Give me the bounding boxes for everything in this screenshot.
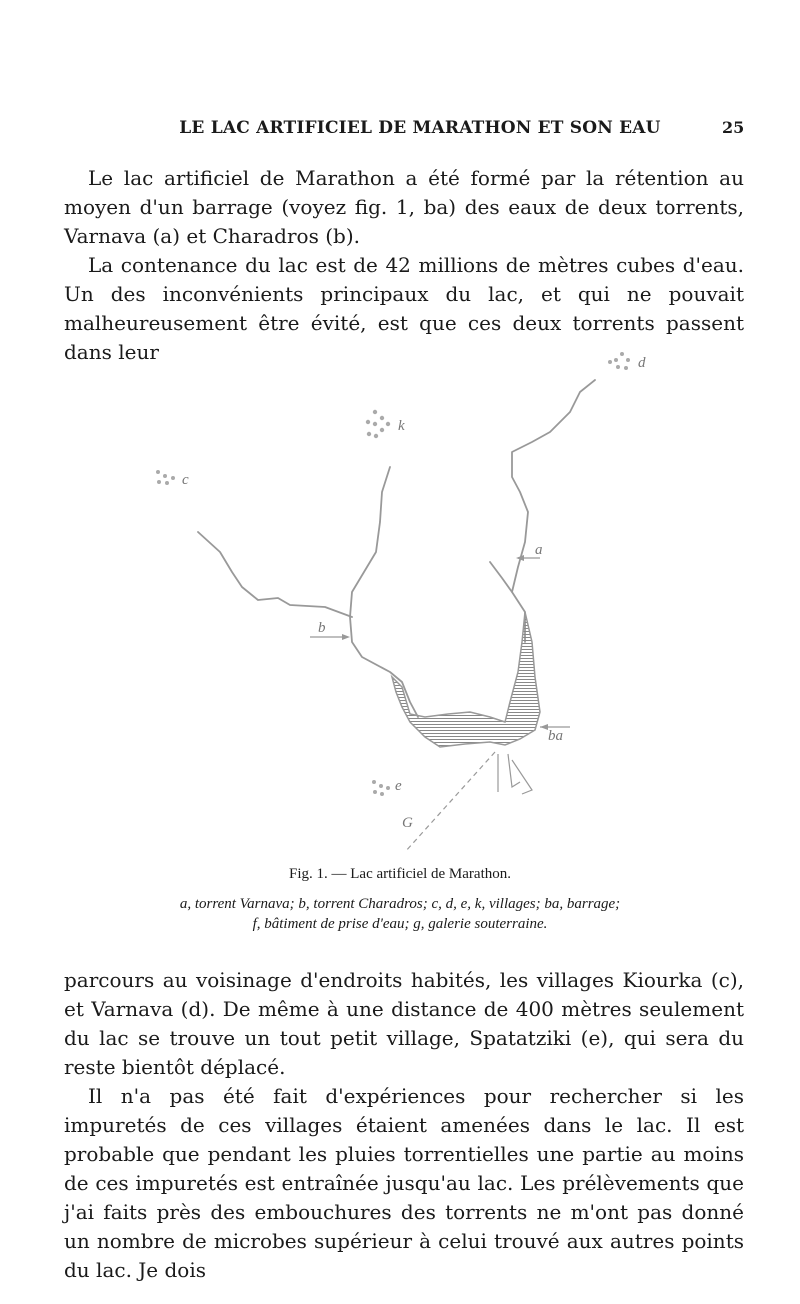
label-e: e	[395, 778, 402, 794]
lake	[392, 612, 540, 747]
paragraph: Il n'a pas été fait d'expériences pour rechercher si les impuretés de ces villages étaient amenées dans le lac. Il est probable que pendant les pluies torrentielles une partie au moins de ces impuretés est entraînée jusqu'au lac. Les prélèvements que j'ai faits près des embouchures des torrents ne m'ont pas donné un nombre de microbes supérieur à celui trouvé aux autres points du lac. Je dois	[64, 1084, 744, 1282]
torrent-varnava-branch	[490, 562, 512, 592]
paragraph: parcours au voisinage d'endroits habités, les villages Kiourka (c), et Varnava (d). De même à une distance de 400 mètres seulement du lac se trouve un tout petit village, Spatatziki (e), qui sera du reste bientôt déplacé.	[64, 968, 744, 1079]
label-k: k	[398, 418, 405, 434]
map-figure	[140, 342, 680, 852]
paragraph: La contenance du lac est de 42 millions de mètres cubes d'eau. Un des inconvénients principaux du lac, et qui ne pouvait malheureusement être évité, est que ces deux torrents passent dans leur	[64, 253, 744, 364]
label-d: d	[638, 355, 646, 371]
gallery-line	[405, 752, 495, 852]
label-a: a	[535, 542, 543, 558]
paragraph: Le lac artificiel de Marathon a été formé par la rétention au moyen d'un barrage (voyez fig. 1, ba) des eaux de deux torrents, Varnava (a) et Charadros (b).	[64, 166, 744, 248]
label-g: G	[402, 815, 413, 831]
legend-line: a, torrent Varnava; b, torrent Charadros; c, d, e, k, villages; ba, barrage;	[179, 896, 621, 912]
figure-caption-legend	[100, 894, 700, 934]
label-b: b	[318, 620, 326, 636]
label-ba: ba	[548, 728, 563, 744]
label-c: c	[182, 472, 189, 488]
page-number: 25	[722, 118, 745, 137]
torrent-charadros-line	[350, 467, 418, 717]
running-title: LE LAC ARTIFICIEL DE MARATHON ET SON EAU	[179, 118, 661, 138]
figure-caption-title: Fig. 1. — Lac artificiel de Marathon.	[288, 866, 511, 882]
torrent-charadros-branch	[198, 532, 352, 617]
body-text-bottom	[64, 966, 744, 1285]
torrent-varnava-line	[512, 380, 595, 642]
body-text-top	[64, 164, 744, 367]
legend-line: f, bâtiment de prise d'eau; g, galerie souterraine.	[252, 916, 548, 932]
